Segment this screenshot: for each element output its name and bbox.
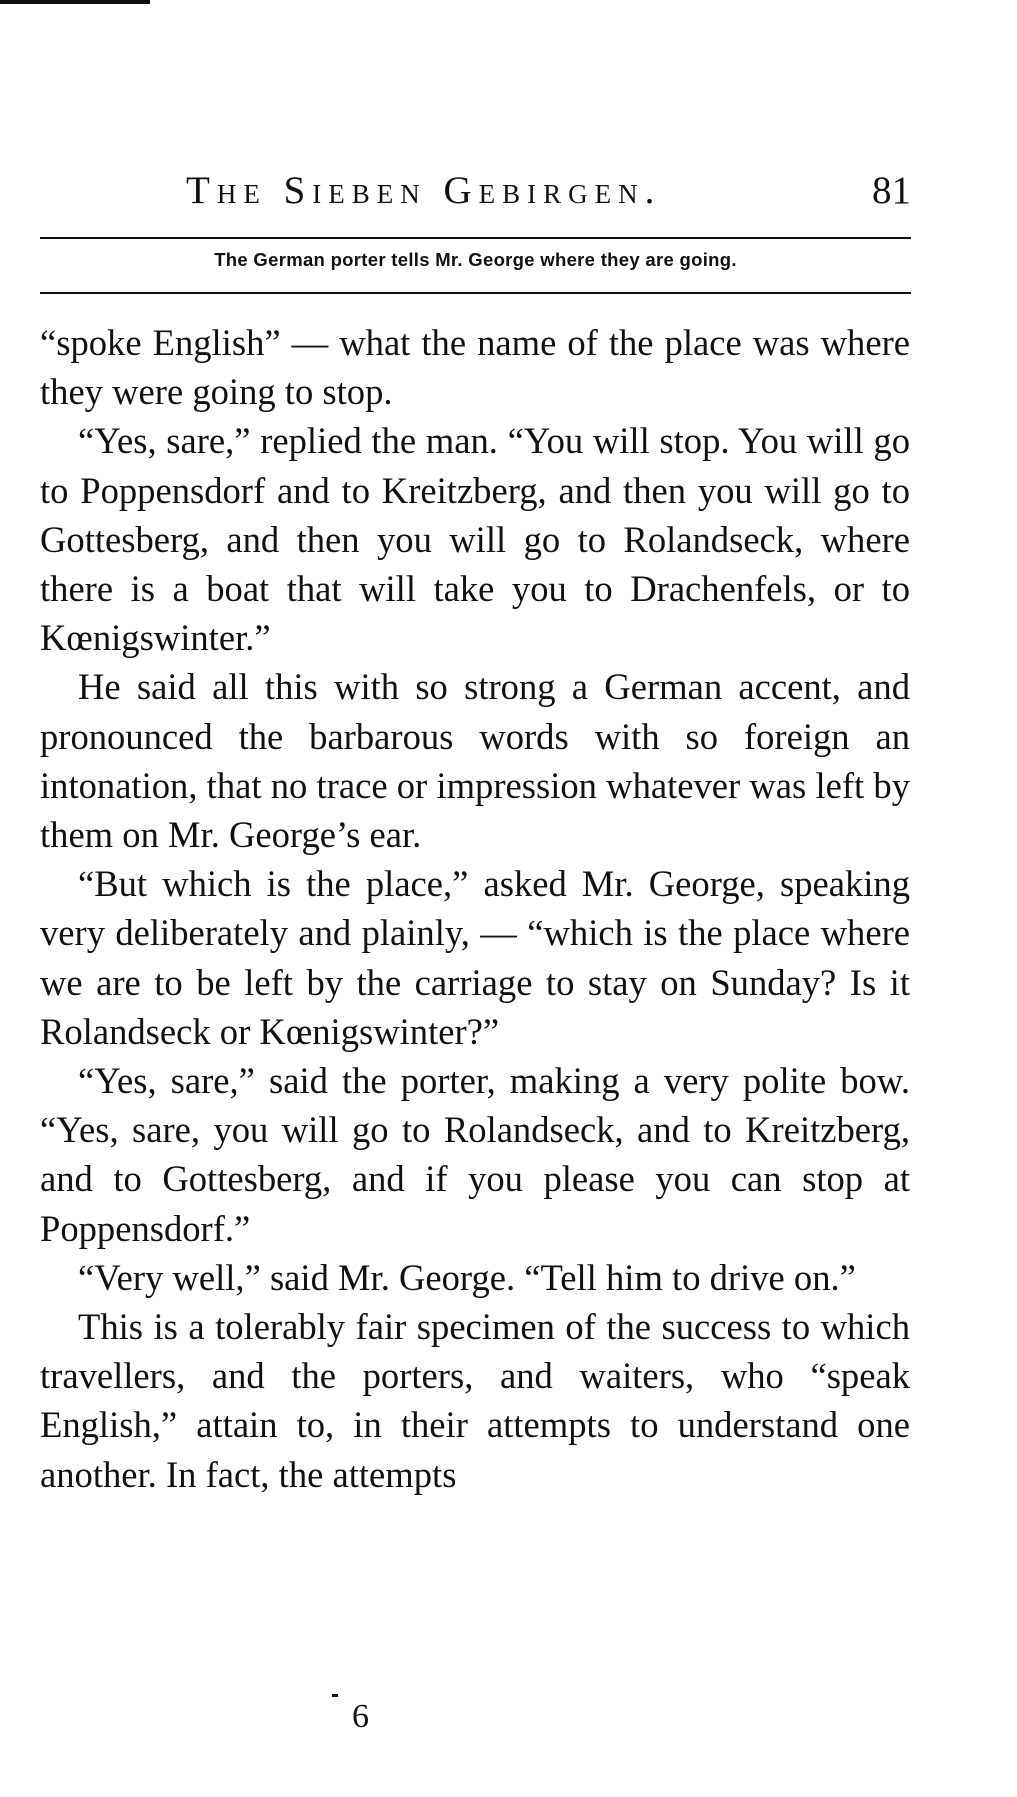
page-number: 81 [872,169,911,212]
body-text [40,318,910,1499]
paragraph-7: This is a tolerably fair specimen of the success to which travellers, and the porters, and waiters, who “speak English,” attain to, in their attempts to understand one another. In fact, the attempts [40,1306,910,1495]
paragraph-1: “spoke English” — what the name of the place was where they were going to stop. [40,322,910,413]
paragraph-4: “But which is the place,” asked Mr. George, speaking very deliberately and plainly, — “which is the place where we are to be left by the carriage to stay on Sunday? Is it Rolandseck or Kœnigswinter?” [40,863,910,1052]
header-rule-bottom [40,292,911,294]
corner-rule [0,0,150,4]
running-header [40,168,911,218]
signature-mark: 6 [352,1698,369,1735]
paragraph-2: “Yes, sare,” replied the man. “You will stop. You will go to Poppensdorf and to Kreitzberg, and then you will go to Gottesberg, and then you will go to Rolandseck, where there is a boat that will take you to Drachenfels, or to Kœnigswinter.” [40,420,910,659]
header-rule-top [40,237,911,239]
paragraph-3: He said all this with so strong a German accent, and pronounced the barbarous words with so foreign an intonation, that no trace or impression whatever was left by them on Mr. George’s ear. [40,666,910,856]
paragraph-6: “Very well,” said Mr. George. “Tell him to drive on.” [78,1256,856,1298]
headnote: The German porter tells Mr. George where they are going. [214,249,737,270]
paragraph-5: “Yes, sare,” said the porter, making a very polite bow. “Yes, sare, you will go to Rolandseck, and to Kreitzberg, and to Gottesberg, and if you please you can stop at Poppensdorf.” [40,1060,910,1249]
running-title: The Sieben Gebirgen. [186,169,662,212]
signature-dash [332,1694,338,1697]
